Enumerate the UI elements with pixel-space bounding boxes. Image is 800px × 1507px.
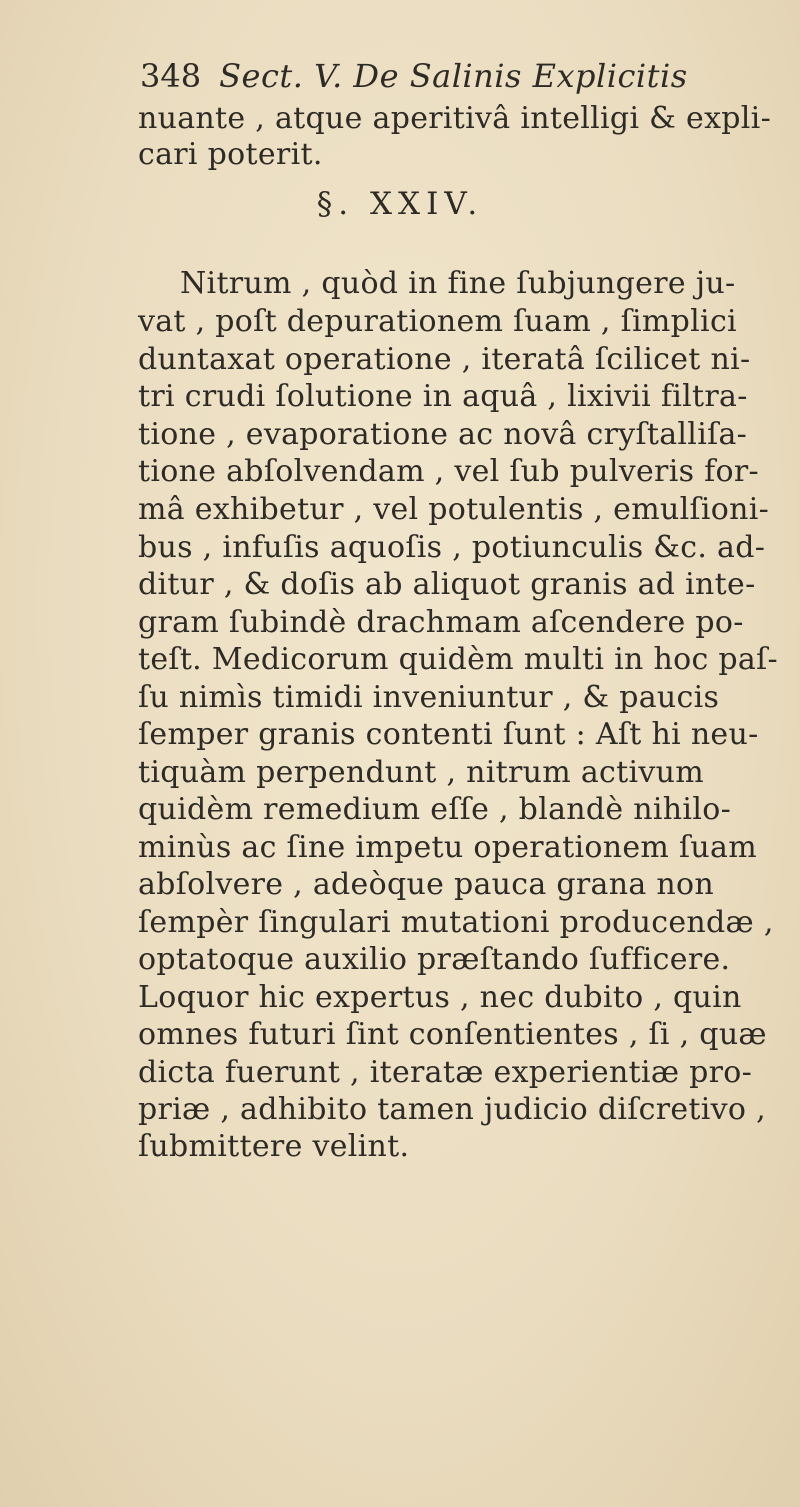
text-line: ſubmittere velint. xyxy=(138,1129,410,1164)
text-line: nuante , atque aperitivâ intelligi & expli- xyxy=(138,101,772,136)
paragraph-first-line: Nitrum , quòd in fine ſubjungere ju- xyxy=(180,266,736,301)
text-line: ſempèr ſingulari mutationi producendæ , xyxy=(138,905,774,940)
text-line: ſemper granis contenti ſunt : Aſt hi neu- xyxy=(138,717,759,752)
running-head-title: Sect. V. De Salinis Explicitis xyxy=(219,57,688,95)
text-line: tri crudi ſolutione in aquâ , lixivii filtra- xyxy=(138,379,748,414)
text-line: cari poterit. xyxy=(138,137,323,172)
text-line: abſolvere , adeòque pauca grana non xyxy=(138,867,714,902)
text-line: mâ exhibetur , vel potulentis , emulſioni- xyxy=(138,492,770,527)
text-line: bus , infuſis aquoſis , potiunculis &c. ad- xyxy=(138,530,766,565)
page-number: 348 xyxy=(140,57,202,95)
text-line: duntaxat operatione , iteratâ ſcilicet ni- xyxy=(138,342,751,377)
text-line: quidèm remedium eſſe , blandè nihilo- xyxy=(138,792,732,827)
text-line: optatoque auxilio præſtando ſufficere. xyxy=(138,942,731,977)
text-line: dicta fuerunt , iteratæ experientiæ pro- xyxy=(138,1055,753,1090)
text-line: Loquor hic expertus , nec dubito , quin xyxy=(138,980,742,1015)
text-line: vat , poſt depurationem ſuam , ſimplici xyxy=(138,304,737,339)
text-line: tiquàm perpendunt , nitrum activum xyxy=(138,755,705,790)
running-head xyxy=(140,56,760,96)
text-line: tione , evaporatione ac novâ cryſtalliſa- xyxy=(138,417,748,452)
text-line: teſt. Medicorum quidèm multi in hoc paſ- xyxy=(138,642,778,677)
text-line: ſu nimìs timidi inveniuntur , & paucis xyxy=(138,680,720,715)
text-line: priæ , adhibito tamen judicio diſcretivo , xyxy=(138,1092,766,1127)
text-line: minùs ac ſine impetu operationem ſuam xyxy=(138,830,757,865)
text-line: tione abſolvendam , vel ſub pulveris for- xyxy=(138,454,759,489)
text-line: ditur , & doſis ab aliquot granis ad inte- xyxy=(138,567,756,602)
text-line: omnes futuri ſint conſentientes , ſi , quæ xyxy=(138,1017,767,1052)
section-heading: §. XXIV. xyxy=(316,186,484,222)
text-line: gram ſubindè drachmam aſcendere po- xyxy=(138,605,744,640)
